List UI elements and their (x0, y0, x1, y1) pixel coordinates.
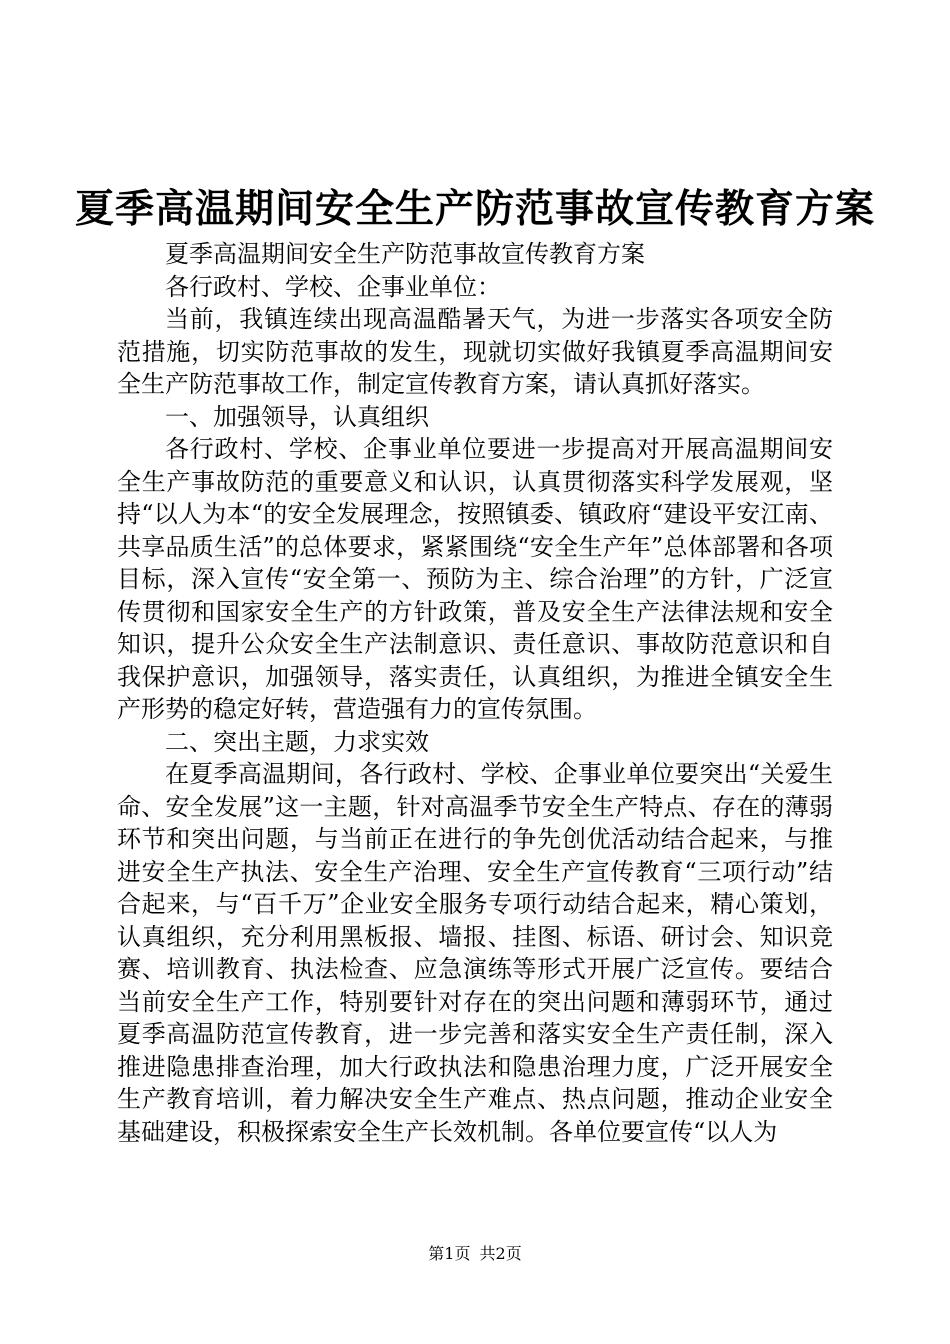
intro-paragraph: 当前，我镇连续出现高温酷暑天气，为进一步落实各项安全防范措施，切实防范事故的发生，现就切实做好我镇夏季高温期间安全生产防范事故工作，制定宣传教育方案，请认真抓好落实。 (117, 305, 833, 398)
section-heading-2: 二、突出主题，力求实效 (165, 727, 429, 756)
page-total: 共2页 (479, 1244, 522, 1263)
section-1-paragraph: 各行政村、学校、企事业单位要进一步提高对开展高温期间安全生产事故防范的重要意义和认识，认真贯彻落实科学发展观，坚持“以人为本“的安全发展理念，按照镇委、镇政府“建设平安江南、共享品质生活”的总体要求，紧紧围绕“安全生产年”总体部署和各项目标，深入宣传“安全第一、预防为主、综合治理”的方针，广泛宣传贯彻和国家安全生产的方针政策，普及安全生产法律法规和安全知识，提升公众安全生产法制意识、责任意识、事故防范意识和自我保护意识，加强领导，落实责任，认真组织，为推进全镇安全生产形势的稳定好转，营造强有力的宣传氛围。 (117, 435, 833, 723)
document-body (117, 238, 833, 1148)
section-2-paragraph: 在夏季高温期间，各行政村、学校、企事业单位要突出“关爱生命、安全发展”这一主题，针对高温季节安全生产特点、存在的薄弱环节和突出问题，与当前正在进行的争先创优活动结合起来，与推进安全生产执法、安全生产治理、安全生产宣传教育“三项行动”结合起来，与“百千万”企业安全服务专项行动结合起来，精心策划，认真组织，充分利用黑板报、墙报、挂图、标语、研讨会、知识竞赛、培训教育、执法检查、应急演练等形式开展广泛宣传。要结合当前安全生产工作，特别要针对存在的突出问题和薄弱环节，通过夏季高温防范宣传教育，进一步完善和落实安全生产责任制，深入推进隐患排查治理，加大行政执法和隐患治理力度，广泛开展安全生产教育培训，着力解决安全生产难点、热点问题，推动企业安全基础建设，积极探索安全生产长效机制。各单位要宣传“以人为 (117, 760, 833, 1146)
addressee-line: 各行政村、学校、企事业单位： (165, 272, 501, 301)
page-footer (0, 1244, 950, 1264)
document-title: 夏季高温期间安全生产防范事故宣传教育方案 (74, 187, 875, 232)
section-heading-1: 一、加强领导，认真组织 (165, 402, 429, 431)
subtitle-line: 夏季高温期间安全生产防范事故宣传教育方案 (165, 240, 645, 268)
page-number: 第1页 (428, 1244, 471, 1263)
